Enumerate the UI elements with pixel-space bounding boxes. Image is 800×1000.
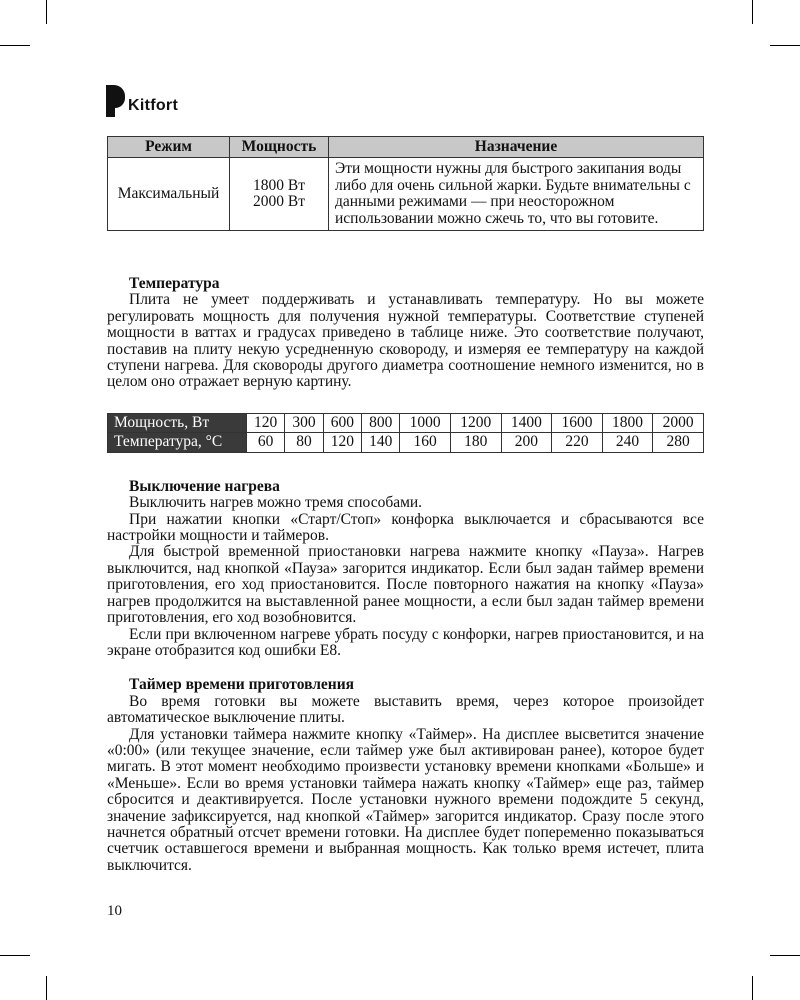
temperature-value-cell: 240 <box>602 433 653 453</box>
temperature-value-cell: 220 <box>552 433 603 453</box>
crop-mark <box>752 976 753 1000</box>
power-cell <box>230 158 329 231</box>
section-title-heat-off: Выключение нагрева <box>129 477 280 495</box>
crop-mark <box>752 0 753 24</box>
modes-table <box>107 136 704 231</box>
power-value-cell: 600 <box>323 413 361 433</box>
power-value-cell: 1000 <box>400 413 451 433</box>
power-value: 2000 Вт <box>253 193 305 210</box>
main-content <box>107 276 704 874</box>
crop-mark <box>0 955 30 956</box>
temperature-value-cell: 180 <box>450 433 501 453</box>
power-value-cell: 1800 <box>602 413 653 433</box>
power-value-cell: 1400 <box>501 413 552 433</box>
crop-mark <box>0 45 30 46</box>
crop-mark <box>46 976 47 1000</box>
mode-cell: Максимальный <box>108 158 230 231</box>
column-header: Режим <box>108 137 230 158</box>
paragraph: Если при включенном нагреве убрать посуду с конфорки, нагрев приостановится, и на экране отобразится код ошибки Е8. <box>107 625 704 659</box>
row-header: Температура, °С <box>108 433 247 453</box>
temperature-table <box>107 413 704 453</box>
paragraph: Во время готовки вы можете выставить время, через которое произойдет автоматическое выключение плиты. <box>107 692 704 727</box>
power-value-cell: 800 <box>362 413 400 433</box>
column-header: Назначение <box>329 137 704 158</box>
power-value: 1800 Вт <box>253 176 305 194</box>
brand-name: Kitfort <box>128 97 179 114</box>
power-value-cell: 1200 <box>450 413 501 433</box>
purpose-cell: Эти мощности нужны для быстрого закипания воды либо для очень сильной жарки. Будьте внимательны с данными режимами — при неосторожном использовании можно сжечь то, что вы готовите. <box>329 158 704 231</box>
temperature-value-cell: 280 <box>653 433 704 453</box>
section-title-timer: Таймер времени приготовления <box>129 676 355 694</box>
crop-mark <box>770 45 800 46</box>
crop-mark <box>770 955 800 956</box>
kitfort-logo-icon <box>106 85 126 117</box>
row-header: Мощность, Вт <box>108 413 247 433</box>
temperature-value-cell: 60 <box>247 433 285 453</box>
temperature-row <box>108 433 704 453</box>
temperature-value-cell: 200 <box>501 433 552 453</box>
power-row <box>108 413 704 433</box>
column-header: Мощность <box>230 137 329 158</box>
paragraph: Плита не умеет поддерживать и устанавливать температуру. Но вы можете регулировать мощность для получения нужной температуры. Соответствие ступеней мощности в ваттах и градусах приведено в таблице ниже. Это соответствие получают, поставив на плиту некую усредненную сковороду, и измеряя ее температуру на каждой ступени нагрева. Для сковороды другого диаметра соотношение немного изменится, но в целом оно отражает верную картину. <box>107 291 704 391</box>
paragraph: Выключить нагрев можно тремя способами. <box>129 494 423 512</box>
crop-mark <box>46 0 47 24</box>
power-value-cell: 2000 <box>653 413 704 433</box>
section-title-temperature: Температура <box>129 275 220 292</box>
paragraph: Для быстрой временной приостановки нагрева нажмите кнопку «Пауза». Нагрев выключится, над кнопкой «Пауза» загорится индикатор. Если был задан таймер времени приготовления, его ход приостановится. После повторного нажатия на кнопку «Пауза» нагрев продолжится на выставленной ранее мощности, а если был задан таймер времени приготовления, его ход возобновится. <box>107 543 704 627</box>
table-row <box>108 158 704 231</box>
temperature-value-cell: 120 <box>323 433 361 453</box>
temperature-value-cell: 80 <box>285 433 323 453</box>
temperature-value-cell: 160 <box>400 433 451 453</box>
temperature-value-cell: 140 <box>362 433 400 453</box>
power-value-cell: 1600 <box>552 413 603 433</box>
paragraph: Для установки таймера нажмите кнопку «Таймер». На дисплее высветится значение «0:00» (или текущее значение, если таймер уже был активирован ранее), которое будет мигать. В этот момент необходимо произвести установку времени кнопками «Больше» и «Меньше». Если во время установки таймера нажать кнопку «Таймер» еще раз, таймер сбросится и деактивируется. После установки нужного времени подождите 5 секунд, значение зафиксируется, над кнопкой «Таймер» загорится индикатор. Сразу после этого начнется обратный отсчет времени готовки. На дисплее будет попеременно показываться счетчик оставшегося времени и выбранная мощность. Как только время истечет, плита выключится. <box>107 725 704 874</box>
table-header-row <box>108 137 704 158</box>
paragraph: При нажатии кнопки «Старт/Стоп» конфорка выключается и сбрасываются все настройки мощности и таймеров. <box>107 510 704 545</box>
power-value-cell: 300 <box>285 413 323 433</box>
power-value-cell: 120 <box>247 413 285 433</box>
page-number: 10 <box>107 903 122 919</box>
